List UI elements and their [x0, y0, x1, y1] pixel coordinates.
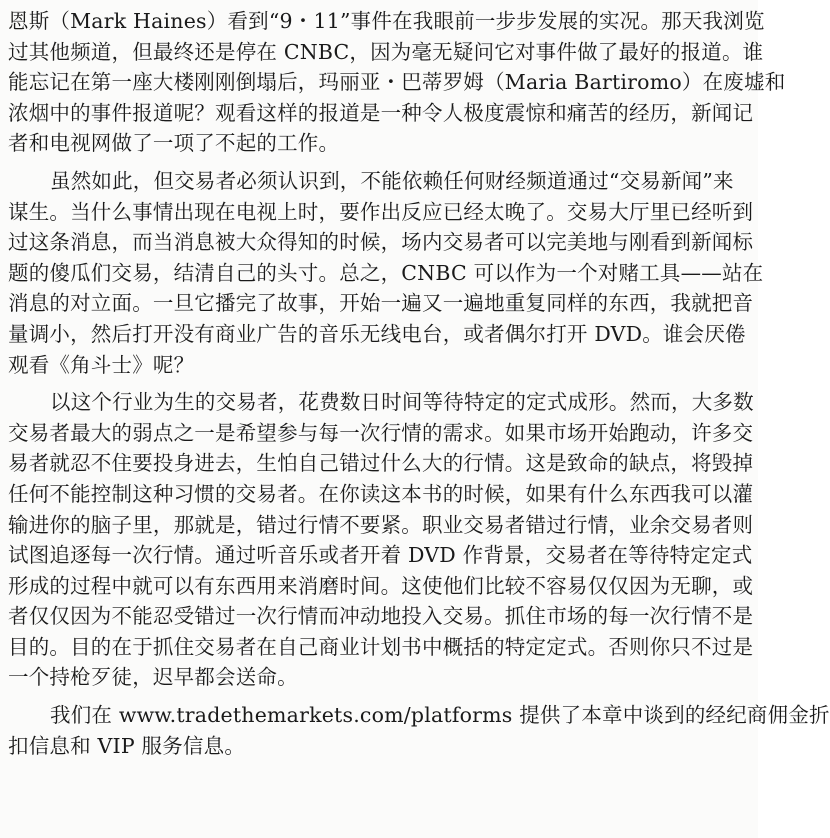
text-line: 者仅仅因为不能忍受错过一次行情而冲动地投入交易。抓住市场的每一次行情不是 [8, 604, 754, 629]
text-line: 交易者最大的弱点之一是希望参与每一次行情的需求。如果市场开始跑动，许多交 [8, 420, 754, 445]
text-line: 形成的过程中就可以有东西用来消磨时间。这使他们比较不容易仅仅因为无聊，或 [8, 573, 754, 598]
text-line: 恩斯（Mark Haines）看到“9・11”事件在我眼前一步步发展的实况。那天我浏览 [8, 9, 765, 33]
text-line: 量调小，然后打开没有商业广告的音乐无线电台，或者偶尔打开 DVD。谁会厌倦 [8, 321, 746, 346]
text-line: 任何不能控制这种习惯的交易者。在你读这本书的时候，如果有什么东西我可以灌 [8, 481, 754, 506]
paragraph-1 [8, 6, 786, 159]
text-line: 题的傻瓜们交易，结清自己的头寸。总之，CNBC 可以作为一个对赌工具——站在 [8, 260, 764, 285]
text-line: 能忘记在第一座大楼刚刚倒塌后，玛丽亚・巴蒂罗姆（Maria Bartiromo）在废墟和 [8, 70, 786, 95]
text-line: 我们在 www.tradethemarkets.com/platforms 提供了本章中谈到的经纪商佣金折 [50, 703, 830, 728]
text-line: 一个持枪歹徒，迟早都会送命。 [8, 665, 298, 690]
text-line: 消息的对立面。一旦它播完了故事，开始一遍又一遍地重复同样的东西，我就把音 [8, 291, 754, 316]
text-line: 谋生。当什么事情出现在电视上时，要作出反应已经太晚了。交易大厅里已经听到 [8, 199, 754, 224]
text-line: 输进你的脑子里，那就是，错过行情不要紧。职业交易者错过行情，业余交易者则 [8, 512, 754, 537]
text-line: 虽然如此，但交易者必须认识到，不能依赖任何财经频道通过“交易新闻”来 [50, 168, 734, 193]
text-line: 扣信息和 VIP 服务信息。 [8, 733, 246, 758]
text-line: 浓烟中的事件报道呢？观看这样的报道是一种令人极度震惊和痛苦的经历，新闻记 [8, 100, 754, 125]
text-line: 试图追逐每一次行情。通过听音乐或者开着 DVD 作背景，交易者在等待特定定式 [8, 543, 753, 568]
text-line: 易者就忍不住要投身进去，生怕自己错过什么大的行情。这是致命的缺点，将毁掉 [8, 451, 754, 476]
text-line: 以这个行业为生的交易者，花费数日时间等待特定的定式成形。然而，大多数 [50, 390, 754, 415]
text-line: 过其他频道，但最终还是停在 CNBC，因为毫无疑问它对事件做了最好的报道。谁 [8, 39, 764, 64]
text-line: 目的。目的在于抓住交易者在自己商业计划书中概括的特定定式。否则你只不过是 [8, 634, 754, 659]
paragraph-4 [8, 700, 830, 761]
paragraph-3 [8, 387, 754, 693]
text-line: 观看《角斗士》呢？ [8, 352, 195, 377]
paragraph-2 [8, 166, 764, 380]
text-line: 者和电视网做了一项了不起的工作。 [8, 131, 340, 156]
text-line: 过这条消息，而当消息被大众得知的时候，场内交易者可以完美地与刚看到新闻标 [8, 230, 754, 255]
